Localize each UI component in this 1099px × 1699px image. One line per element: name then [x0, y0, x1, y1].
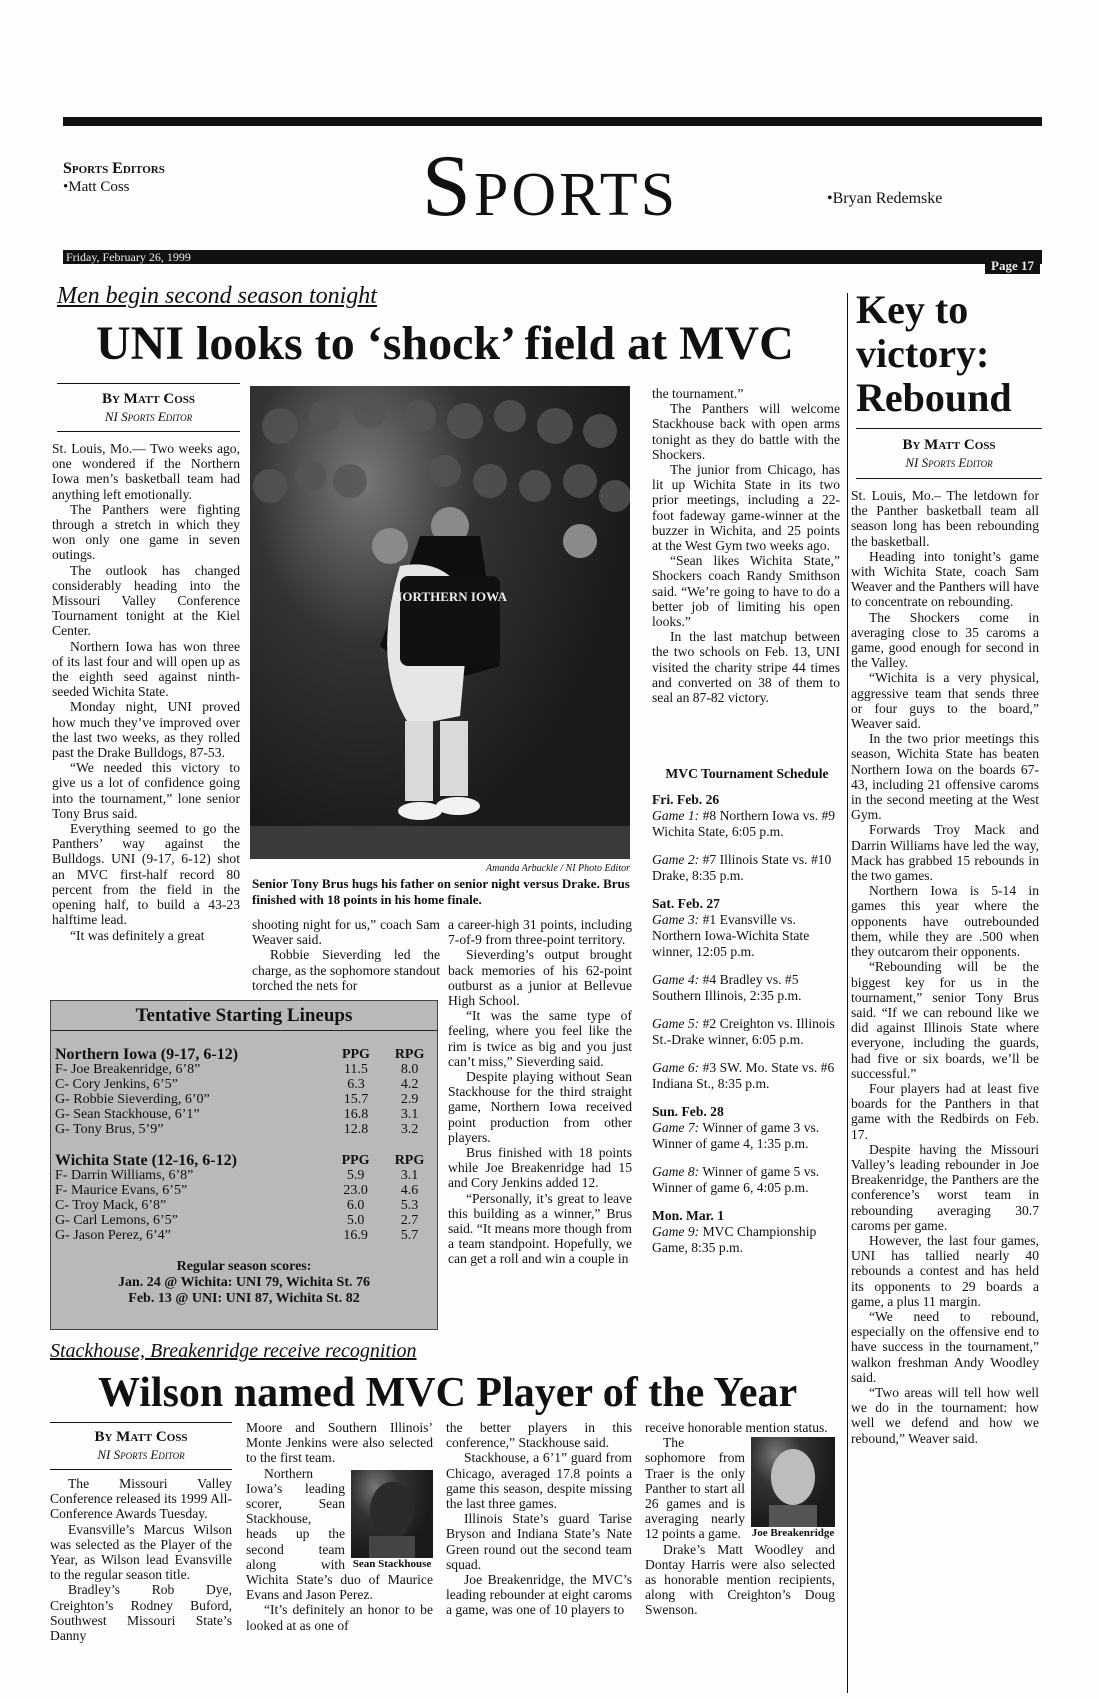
photo-caption: Senior Tony Brus hugs his father on senior night versus Drake. Brus finished with 18 points in his home finale.: [252, 876, 630, 907]
paragraph: Moore and Southern Illinois’ Monte Jenkins were also selected to the first team.: [246, 1420, 433, 1466]
paragraph: Monday night, UNI proved how much they’ve improved over the last two weeks, as they rolled past the Drake Bulldogs, 87-53.: [52, 699, 240, 761]
rpg: 3.2: [400, 1122, 419, 1137]
game-label: Game 3:: [652, 912, 700, 927]
ppg: 5.9: [346, 1168, 365, 1183]
ppg: 23.0: [343, 1183, 368, 1198]
paragraph: “We needed this victory to give us a lot of confidence going into the tournament,” lone senior Tony Brus said.: [52, 760, 240, 821]
masthead-top-rule: [63, 117, 1042, 126]
schedule-title: MVC Tournament Schedule: [665, 766, 829, 781]
byline-rule: [57, 431, 240, 432]
key-headline: Key to victory: Rebound: [856, 287, 1012, 420]
lineup-table-uni: [51, 1047, 437, 1137]
ppg: 12.8: [343, 1122, 369, 1137]
table-row: [51, 1213, 437, 1228]
game-text: Winner of game 5 vs. Winner of game 6, 4:05 p.m.: [652, 1164, 820, 1195]
paragraph: Everything seemed to go the Panthers’ way against the Bulldogs. UNI (9-17, 6-12) shot an MVC first-half record 80 percent from the field in the opening half, to build a 43-23 halftime lead.: [52, 821, 240, 928]
paragraph: “Two areas will tell how well we do in the tournament: how well we defend and how we rebound,” Weaver said.: [851, 1384, 1039, 1446]
game-text: #4 Bradley vs. #5 Southern Illinois, 2:35 p.m.: [652, 972, 802, 1003]
schedule-game: [652, 1060, 842, 1092]
ppg: 11.5: [343, 1062, 368, 1077]
score-line: Feb. 13 @ UNI: UNI 87, Wichita St. 82: [128, 1291, 360, 1306]
paragraph: Sieverding’s output brought back memories of his 62-point outburst as a junior at Bellevue High School.: [448, 947, 632, 1009]
rpg: 3.1: [400, 1107, 419, 1122]
byline-name: By Matt Coss: [94, 1429, 188, 1445]
schedule-game: [652, 1016, 842, 1048]
paragraph: “Rebounding will be the biggest key for us in the tournament,” senior Tony Brus said. “If we can rebound like we did against Illinois State where everyone, including the guards, had five or six boards, we’ll be successful.”: [851, 959, 1039, 1081]
headshot-illustration: [351, 1470, 433, 1558]
paragraph: the better players in this conference,” Stackhouse said.: [446, 1420, 632, 1451]
table-row: [51, 1077, 437, 1092]
game-label: Game 1:: [652, 808, 700, 823]
schedule-game: [652, 1120, 842, 1152]
headshot-illustration: [751, 1437, 835, 1527]
paragraph: a career-high 31 points, including 7-of-9 from three-point territory.: [448, 917, 632, 948]
key-column: [851, 488, 1039, 1693]
photo-illustration: [250, 386, 630, 859]
table-header-row: [51, 1153, 437, 1168]
game-text: Winner of game 3 vs. Winner of game 4, 1:35 p.m.: [652, 1120, 820, 1151]
paragraph: The sophomore from Traer is the only Panther to start all 26 games and is averaging nearly 12 points a game.: [645, 1435, 745, 1542]
player: F- Joe Breakenridge, 6’8”: [55, 1062, 201, 1077]
paragraph: Brus finished with 18 points while Joe Breakenridge had 15 and Cory Jenkins added 12.: [448, 1145, 632, 1191]
stackhouse-photo-block: [351, 1470, 433, 1570]
rpg-header: RPG: [394, 1047, 425, 1062]
schedule-day: Mon. Mar. 1: [652, 1208, 724, 1223]
lineup-table-wsu: [51, 1153, 437, 1243]
paragraph: “We need to rebound, especially on the offensive end to have success in the tournament,” walkon freshman Andy Woodley said.: [851, 1308, 1039, 1385]
photo-credit: Amanda Arbuckle / NI Photo Editor: [486, 863, 630, 874]
player: G- Jason Perez, 6’4”: [55, 1228, 171, 1243]
paragraph: In the last matchup between the two schools on Feb. 13, UNI visited the charity stripe 44 times and converted on 38 of them to seal an 87-82 victory.: [652, 629, 840, 706]
editor-name-left: •Matt Coss: [63, 179, 130, 195]
paragraph: Heading into tonight’s game with Wichita State, coach Sam Weaver and the Panthers will have to concentrate on rebounding.: [851, 548, 1039, 610]
ppg: 6.0: [346, 1198, 365, 1213]
date-bar: [63, 250, 1042, 264]
scores-title: Regular season scores:: [176, 1259, 312, 1274]
game-label: Game 6:: [652, 1060, 700, 1075]
ppg: 6.3: [347, 1077, 365, 1092]
byline-rule: [856, 478, 1042, 479]
paragraph: Northern Iowa is 5-14 in games this year where the opponents have outrebounded them, while they are .500 when they outcarom their opponents.: [851, 883, 1039, 960]
editors-label: Sports Editors: [63, 160, 165, 177]
ppg: 15.7: [343, 1092, 369, 1107]
byline-rule: [856, 428, 1042, 429]
lineups-title: Tentative Starting Lineups: [135, 1005, 353, 1026]
schedule-game: [652, 912, 842, 960]
story2-column-3: [446, 1420, 632, 1692]
rpg: 4.6: [400, 1183, 419, 1198]
story1-headline: UNI looks to ‘shock’ field at MVC: [96, 317, 794, 370]
player: C- Troy Mack, 6’8”: [55, 1198, 167, 1213]
breakenridge-photo-block: [751, 1437, 835, 1539]
rpg: 5.3: [400, 1198, 419, 1213]
schedule-game: [652, 972, 842, 1004]
paragraph: Bradley’s Rob Dye, Creighton’s Rodney Buford, Southwest Missouri State’s Danny: [50, 1582, 232, 1644]
byline-name: By Matt Coss: [902, 437, 996, 453]
table-row: [51, 1107, 437, 1122]
paragraph: the tournament.”: [652, 386, 744, 401]
byline-role: NI Sports Editor: [104, 409, 193, 424]
ppg: 16.8: [343, 1107, 369, 1122]
paragraph: The Panthers will welcome Stackhouse back with open arms tonight as they do battle with the Shockers.: [652, 401, 840, 462]
paragraph: shooting night for us,” coach Sam Weaver said.: [252, 917, 440, 948]
player: G- Robbie Sieverding, 6’0”: [55, 1092, 210, 1107]
news-photo: [250, 386, 630, 859]
schedule-game: [652, 852, 842, 884]
byline-role: NI Sports Editor: [97, 1447, 185, 1462]
schedule-day: Sun. Feb. 28: [652, 1104, 724, 1119]
rpg-header: RPG: [394, 1153, 425, 1168]
paragraph: St. Louis, Mo.— Two weeks ago, one wondered if the Northern Iowa men’s basketball team had anything left emotionally.: [52, 441, 240, 502]
story2-column-4: [645, 1420, 835, 1692]
paragraph: “Wichita is a very physical, aggressive team that sends three or four guys to the board,” Weaver said.: [851, 670, 1039, 732]
paragraph: Despite playing without Sean Stackhouse for the third straight game, Northern Iowa received point production from other players.: [448, 1069, 632, 1145]
rpg: 8.0: [400, 1062, 419, 1077]
rpg: 2.9: [400, 1092, 419, 1107]
paragraph: However, the last four games, UNI has tallied nearly 40 rebounds a contest and has held its opponents to 29 boards a game, a plus 11 margin.: [851, 1232, 1039, 1309]
game-text: #3 SW. Mo. State vs. #6 Indiana St., 8:35 p.m.: [652, 1060, 835, 1091]
lineups-rule: [51, 1030, 437, 1031]
paragraph: Joe Breakenridge, the MVC’s leading rebounder at eight caroms a game, was one of 10 players to: [446, 1572, 632, 1618]
schedule-day: Sat. Feb. 27: [652, 896, 720, 911]
schedule-game: [652, 1224, 842, 1256]
paragraph: Forwards Troy Mack and Darrin Williams have led the way, Mack has grabbed 15 rebounds in the two games.: [851, 822, 1039, 884]
paragraph: “It was definitely a great: [70, 927, 205, 943]
game-text: #8 Northern Iowa vs. #9 Wichita State, 6:05 p.m.: [652, 808, 836, 839]
story1-column-4: [652, 386, 840, 746]
story2-column-1: [50, 1476, 232, 1692]
stackhouse-caption: Sean Stackhouse: [352, 1557, 432, 1570]
paragraph: St. Louis, Mo.– The letdown for the Panther basketball team all season long has been rebounding the basketball.: [851, 488, 1039, 549]
ppg-header: PPG: [341, 1153, 370, 1168]
masthead-editors: [63, 160, 165, 196]
game-label: Game 9:: [652, 1224, 700, 1239]
game-text: MVC Championship Game, 8:35 p.m.: [652, 1224, 817, 1255]
paragraph: Northern Iowa has won three of its last four and will open up as the eighth seed against ninth-seeded Wichita State.: [52, 638, 240, 700]
breakenridge-photo: [751, 1437, 835, 1527]
player: G- Carl Lemons, 6’5”: [55, 1213, 178, 1228]
story1-column-3: [448, 917, 632, 1327]
story2-byline: [50, 1428, 232, 1464]
schedule-game: [652, 1164, 842, 1196]
paragraph: Northern Iowa’s leading scorer, Sean Stackhouse, heads up the second team along with Wichita State’s duo of Maurice Evans and Jason Perez.: [246, 1465, 433, 1603]
game-text: #2 Creighton vs. Illinois St.-Drake winner, 6:05 p.m.: [652, 1016, 835, 1047]
player: F- Maurice Evans, 6’5”: [55, 1183, 188, 1198]
page-number: Page 17: [985, 258, 1040, 274]
game-label: Game 7:: [652, 1120, 700, 1135]
byline-rule: [50, 1469, 232, 1470]
stackhouse-photo: [351, 1470, 433, 1558]
byline-rule: [50, 1422, 232, 1423]
shirt-text: NORTHERN IOWA: [392, 589, 508, 604]
game-text: #1 Evansville vs. Northern Iowa-Wichita State winner, 12:05 p.m.: [652, 912, 810, 959]
tournament-schedule: [652, 752, 842, 1268]
story2-headline: Wilson named MVC Player of the Year: [98, 1370, 798, 1416]
paragraph: “It was the same type of feeling, where you feel like the rim is twice as big and you just can’t miss,” Sieverding said.: [448, 1008, 632, 1069]
story1-column-1: [52, 441, 240, 991]
issue-date: Friday, February 26, 1999: [66, 250, 191, 264]
paragraph: The Shockers come in averaging close to 35 caroms a game, good enough for second in the Valley.: [851, 609, 1039, 671]
paragraph: Evansville’s Marcus Wilson was selected as the Player of the Year, as Wilson lead Evansville to the regular season title.: [50, 1521, 232, 1583]
paragraph: The Panthers were fighting through a stretch in which they won only one game in seven outings.: [52, 501, 240, 563]
paragraph: Drake’s Matt Woodley and Dontay Harris were also selected as honorable mention recipients, along with Creighton’s Doug Swenson.: [645, 1541, 835, 1618]
game-label: Game 8:: [652, 1164, 700, 1179]
table-row: [51, 1062, 437, 1077]
table-header-row: [51, 1047, 437, 1062]
game-label: Game 2:: [652, 852, 700, 867]
paragraph: receive honorable mention status.: [645, 1420, 828, 1435]
paragraph: “Sean likes Wichita State,” Shockers coach Randy Smithson said. “We’re going to have to do a better job of limiting his open looks.”: [652, 553, 840, 630]
player: G- Sean Stackhouse, 6’1”: [55, 1107, 200, 1122]
column-divider: [847, 293, 848, 1693]
byline-rule: [57, 383, 240, 384]
story1-byline: [57, 390, 240, 426]
lineups-box: [50, 1000, 438, 1330]
team-name: Northern Iowa (9-17, 6-12): [55, 1046, 239, 1063]
schedule-day: Fri. Feb. 26: [652, 792, 720, 807]
paragraph: Robbie Sieverding led the charge, as the sophomore standout torched the nets for: [252, 947, 440, 992]
game-label: Game 5:: [652, 1016, 700, 1031]
ppg: 16.9: [343, 1228, 368, 1243]
game-label: Game 4:: [652, 972, 700, 987]
paragraph: Four players had at least five boards for the Panthers in that game with the Redbirds on Feb. 17.: [851, 1080, 1039, 1142]
story2-column-2: [246, 1420, 433, 1692]
table-row: [51, 1168, 437, 1183]
key-byline: [856, 436, 1042, 472]
table-row: [51, 1198, 437, 1213]
player: C- Cory Jenkins, 6’5”: [55, 1077, 178, 1092]
rpg: 3.1: [400, 1168, 419, 1183]
story1-kicker: Men begin second season tonight: [57, 283, 377, 309]
paragraph: Stackhouse, a 6’1” guard from Chicago, averaged 17.8 points a game this season, despite missing the last three games.: [446, 1450, 632, 1512]
rpg: 5.7: [400, 1228, 419, 1243]
story1-column-2: [252, 917, 440, 992]
byline-name: By Matt Coss: [101, 391, 196, 407]
editor-name-right: •Bryan Redemske: [827, 190, 943, 207]
paragraph: Despite having the Missouri Valley’s leading rebounder in Joe Breakenridge, the Panthers are the conference’s worst team in rebounding averaging 30.7 caroms per game.: [851, 1141, 1039, 1233]
paragraph: Illinois State’s guard Tarise Bryson and Indiana State’s Nate Green round out the second team squad.: [446, 1511, 632, 1572]
table-row: [51, 1183, 437, 1198]
season-scores: [51, 1259, 437, 1307]
team-name: Wichita State (12-16, 6-12): [55, 1152, 237, 1169]
paragraph: The Missouri Valley Conference released its 1999 All-Conference Awards Tuesday.: [50, 1476, 232, 1522]
paragraph: “It’s definitely an honor to be looked at as one of: [246, 1602, 433, 1633]
table-row: [51, 1092, 437, 1107]
ppg: 5.0: [346, 1213, 365, 1228]
byline-role: NI Sports Editor: [905, 455, 993, 470]
paragraph: The junior from Chicago, has lit up Wichita State in its two prior meetings, including a 22-foot fadeway game-winner at the buzzer in Wichita, and 25 points at the West Gym two weeks ago.: [652, 462, 840, 554]
table-row: [51, 1228, 437, 1243]
story2-kicker: Stackhouse, Breakenridge receive recognition: [50, 1340, 417, 1362]
paragraph: The outlook has changed considerably heading into the Missouri Valley Conference Tournament tonight at the Kiel Center.: [52, 562, 240, 639]
rpg: 2.7: [400, 1213, 419, 1228]
rpg: 4.2: [400, 1077, 419, 1092]
paragraph: “Personally, it’s great to leave this building as a winner,” Brus said. “It means more though from a team standpoint. Hopefully, we can get a roll and win a couple in: [448, 1190, 632, 1267]
table-row: [51, 1122, 437, 1137]
game-text: #7 Illinois State vs. #10 Drake, 8:35 p.m.: [652, 852, 832, 883]
player: G- Tony Brus, 5’9”: [55, 1122, 164, 1137]
section-title: Sports: [421, 138, 679, 235]
breakenridge-caption: Joe Breakenridge: [751, 1527, 835, 1540]
schedule-game: [652, 808, 842, 840]
score-line: Jan. 24 @ Wichita: UNI 79, Wichita St. 76: [118, 1275, 370, 1290]
paragraph: In the two prior meetings this season, Wichita State has beaten Northern Iowa on the boards 67-43, including 21 offensive caroms in the second meeting at the West Gym.: [851, 731, 1039, 823]
player: F- Darrin Williams, 6’8”: [55, 1168, 194, 1183]
ppg-header: PPG: [341, 1047, 370, 1062]
